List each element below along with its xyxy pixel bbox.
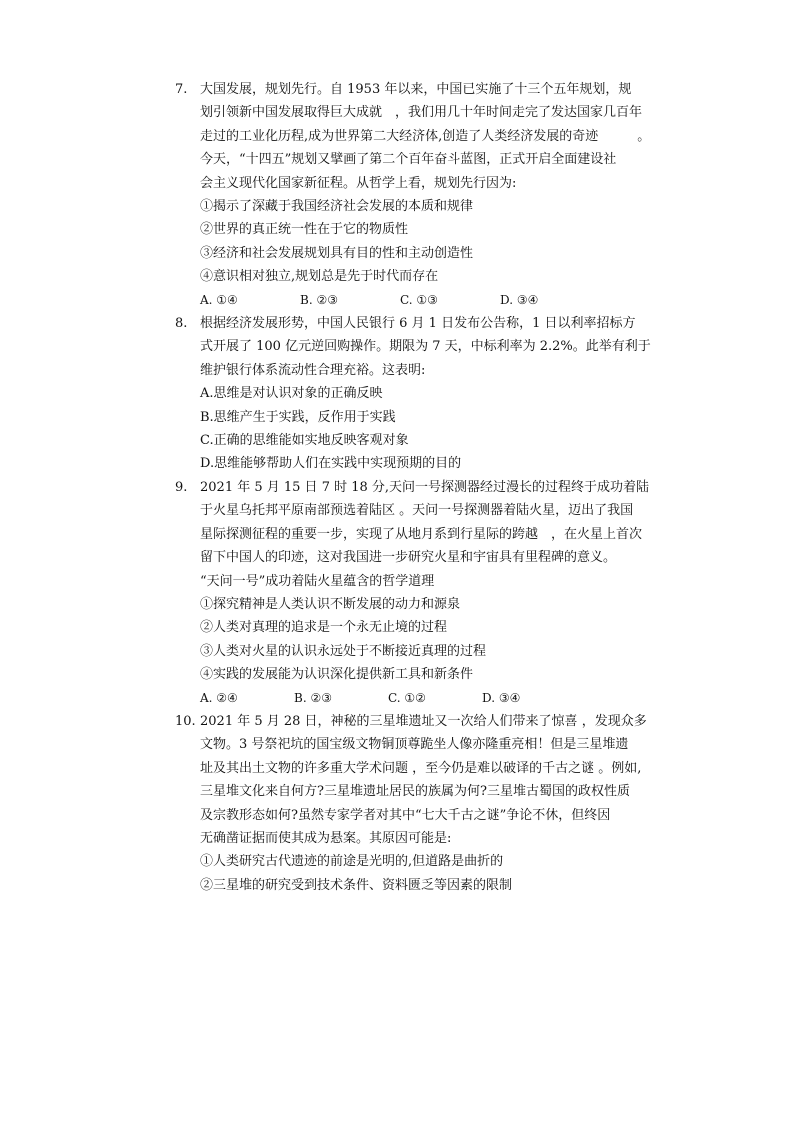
answer-option-a: A. ②④ — [200, 690, 238, 705]
question-text-line: “天问一号”成功着陆火星蕴含的哲学道理 — [200, 573, 435, 589]
question-text-line: 于火星乌托邦平原南部预选着陆区 。天问一号探测器着陆火星，迈出了我国 — [200, 503, 634, 519]
question-text-line: 三星堆文化来自何方?三星堆遗址居民的族属为何?三星堆古蜀国的政权性质 — [200, 784, 630, 800]
question-text-line: 2021 年 5 月 15 日 7 时 18 分,天问一号探测器经过漫长的过程终于成功着陆 — [200, 480, 650, 495]
question-text-line: 维护银行体系流动性合理充裕。这表明: — [200, 362, 426, 378]
question-10 — [175, 710, 647, 897]
question-text-line: 无确凿证据而使其成为悬案。其原因可能是: — [200, 830, 452, 846]
choice-item: D.思维能够帮助人们在实践中实现预期的目的 — [200, 456, 462, 472]
question-text-line: 大国发展，规划先行。自 1953 年以来，中国已实施了十三个五年规划，规 — [200, 82, 632, 97]
statement-item: ①人类研究古代遗迹的前途是光明的,但道路是曲折的 — [200, 854, 504, 870]
question-text-line: 星际探测征程的重要一步，实现了从地月系到行星际的跨越 ，在火星上首次 — [200, 526, 643, 542]
choice-item: A.思维是对认识对象的正确反映 — [200, 386, 383, 402]
question-text-line: 式开展了 100 亿元逆回购操作。期限为 7 天，中标利率为 2.2%。此举有利于 — [200, 339, 651, 355]
question-text-line: 及宗教形态如何?虽然专家学者对其中“七大千古之谜”争论不休，但终因 — [200, 807, 611, 823]
answer-option-a: A. ①④ — [200, 292, 238, 307]
question-text-line: 2021 年 5 月 28 日，神秘的三星堆遗址又一次给人们带来了惊喜 ，发现众多 — [200, 714, 647, 729]
answer-option-d: D. ③④ — [482, 690, 521, 705]
question-8 — [175, 312, 651, 476]
question-number: 10. — [175, 714, 196, 729]
question-text-line: 址及其出土文物的许多重大学术问题 ，至今仍是难以破译的千古之谜 。例如, — [200, 760, 642, 776]
answer-options — [175, 687, 625, 710]
question-text-line: 划引领新中国发展取得巨大成就 ，我们用几十年时间走完了发达国家几百年 — [200, 105, 643, 121]
statement-item: ①探究精神是人类认识不断发展的动力和源泉 — [200, 596, 461, 612]
statement-item: ③人类对火星的认识永远处于不断接近真理的过程 — [200, 643, 487, 659]
question-text-line: 会主义现代化国家新征程。从哲学上看，规划先行因为: — [200, 175, 517, 191]
question-7 — [175, 78, 651, 312]
question-number: 8. — [175, 316, 188, 331]
question-text-line: 走过的工业化历程,成为世界第二大经济体,创造了人类经济发展的奇迹 。 — [200, 128, 651, 144]
answer-option-c: C. ①② — [388, 690, 426, 705]
question-text-line: 留下中国人的印迹，这对我国进一步研究火星和宇宙具有里程碑的意义。 — [200, 550, 617, 566]
statement-item: ③经济和社会发展规划具有目的性和主动创造性 — [200, 245, 474, 261]
choice-item: C.正确的思维能如实地反映客观对象 — [200, 432, 409, 448]
question-text-line: 根据经济发展形势，中国人民银行 6 月 1 日发布公告称，1 日以利率招标方 — [200, 316, 636, 331]
statement-item: ②人类对真理的追求是一个永无止境的过程 — [200, 620, 448, 636]
statement-item: ②三星堆的研究受到技术条件、资料匮乏等因素的限制 — [200, 877, 513, 893]
answer-option-c: C. ①③ — [400, 292, 438, 307]
answer-option-b: B. ②③ — [294, 690, 332, 705]
statement-item: ④实践的发展能为认识深化提供新工具和新条件 — [200, 667, 474, 683]
statement-item: ④意识相对独立,规划总是先于时代而存在 — [200, 269, 439, 285]
question-number: 9. — [175, 480, 188, 495]
statement-item: ②世界的真正统一性在于它的物质性 — [200, 222, 409, 238]
answer-option-d: D. ③④ — [500, 292, 539, 307]
question-number: 7. — [175, 82, 188, 97]
answer-option-b: B. ②③ — [300, 292, 338, 307]
question-9 — [175, 476, 650, 710]
choice-item: B.思维产生于实践，反作用于实践 — [200, 409, 396, 425]
question-text-line: 文物。3 号祭祀坑的国宝级文物铜顶尊跪坐人像亦隆重亮相！但是三星堆遗 — [200, 737, 629, 753]
answer-options — [175, 289, 625, 312]
statement-item: ①揭示了深藏于我国经济社会发展的本质和规律 — [200, 198, 474, 214]
question-text-line: 今天，“十四五”规划又擘画了第二个百年奋斗蓝图，正式开启全面建设社 — [200, 152, 617, 168]
